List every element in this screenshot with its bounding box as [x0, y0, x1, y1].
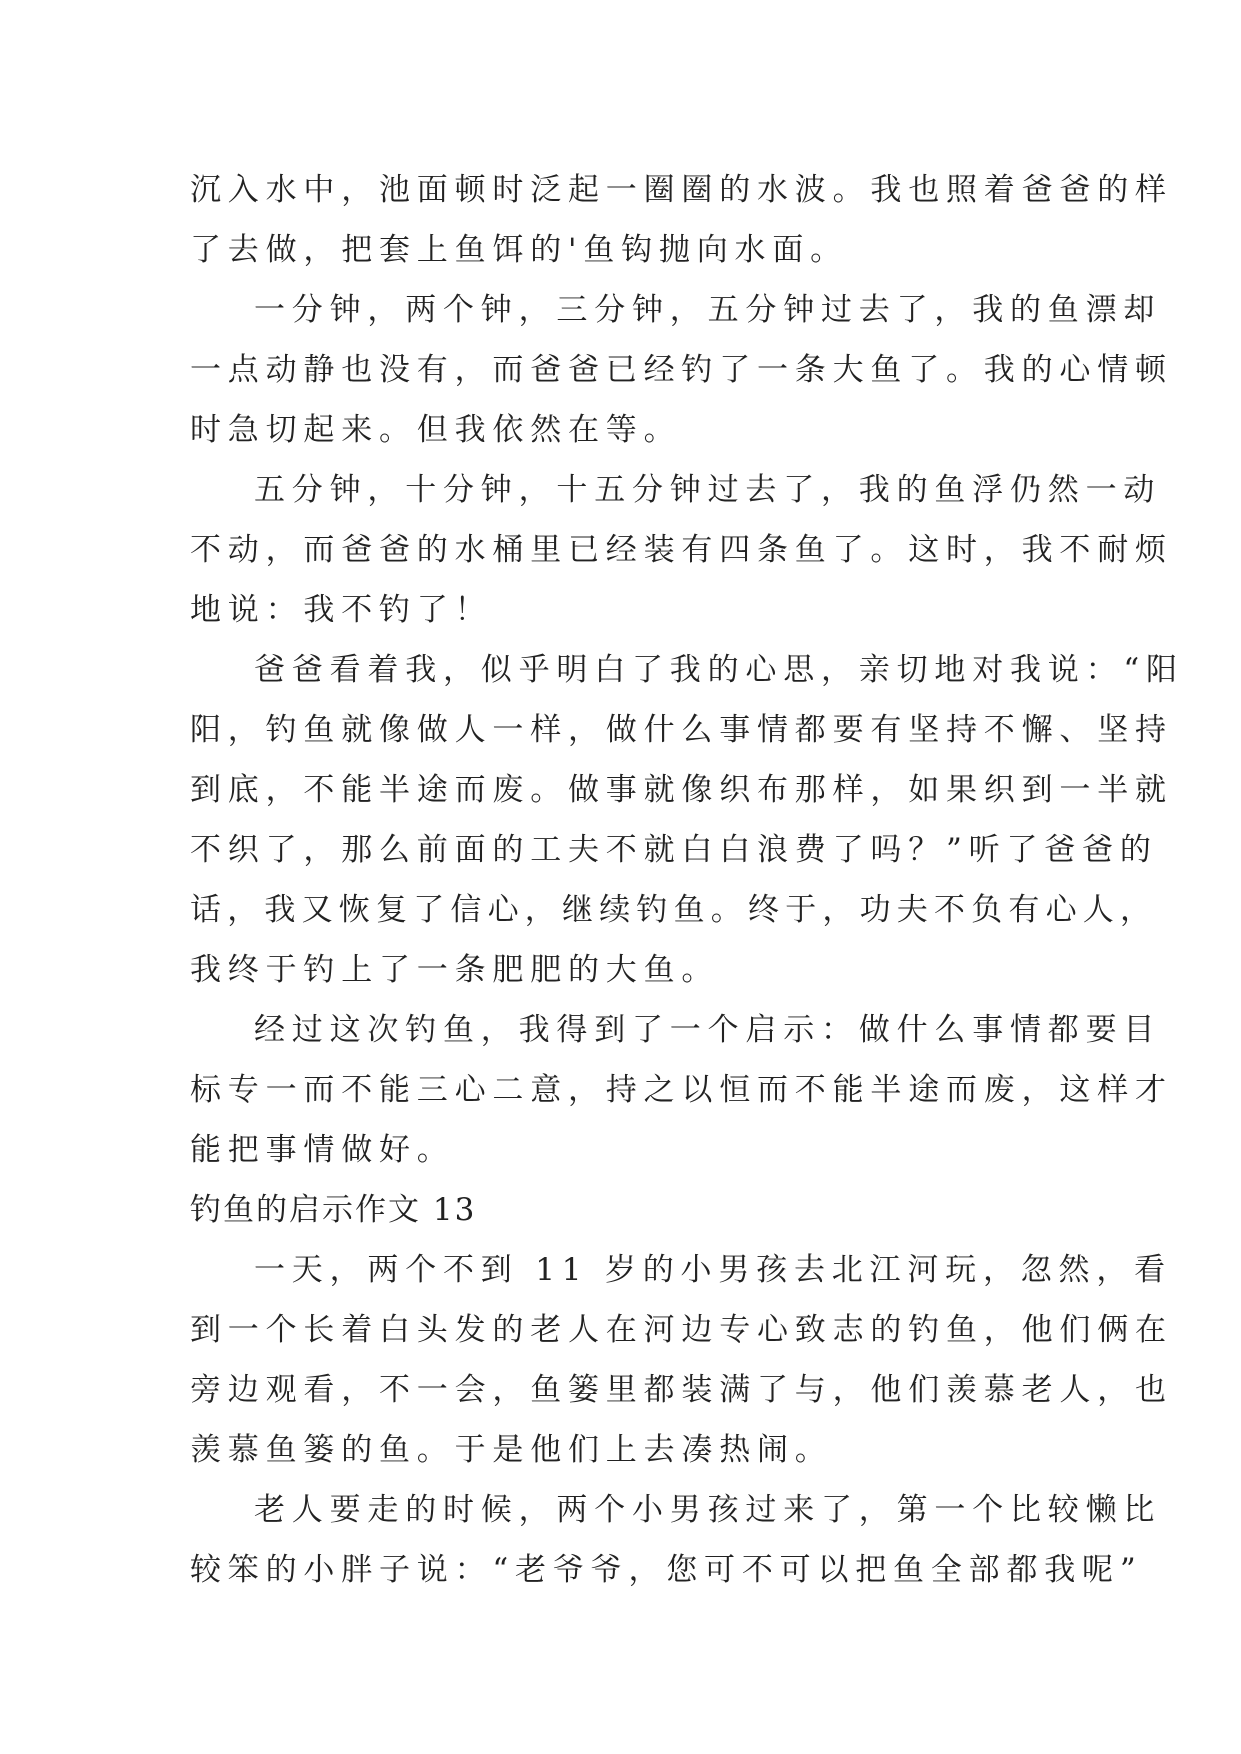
text-line: 经过这次钓鱼，我得到了一个启示：做什么事情都要目 — [254, 1012, 1162, 1048]
text-line: 地说：我不钓了！ — [190, 592, 493, 628]
paragraph — [190, 640, 1184, 1000]
text-line: 羡慕鱼篓的鱼。于是他们上去凑热闹。 — [190, 1432, 833, 1468]
paragraph — [190, 160, 1173, 280]
text-line: 能把事情做好。 — [190, 1132, 455, 1168]
paragraph — [190, 1240, 1173, 1480]
section-heading: 钓鱼的启示作文 13 — [190, 1192, 477, 1228]
paragraph — [190, 460, 1173, 640]
text-line: 沉入水中，池面顿时泛起一圈圈的水波。我也照着爸爸的样 — [190, 172, 1173, 208]
text-line: 五分钟，十分钟，十五分钟过去了，我的鱼浮仍然一动 — [254, 472, 1162, 508]
text-line: 不织了，那么前面的工夫不就白白浪费了吗？”听了爸爸的 — [190, 832, 1158, 868]
text-line: 一天，两个不到 11 岁的小男孩去北江河玩，忽然，看 — [254, 1252, 1172, 1288]
text-line: 不动，而爸爸的水桶里已经装有四条鱼了。这时，我不耐烦 — [190, 532, 1173, 568]
text-line: 爸爸看着我，似乎明白了我的心思，亲切地对我说：“阳 — [254, 652, 1184, 688]
text-line: 一点动静也没有，而爸爸已经钓了一条大鱼了。我的心情顿 — [190, 352, 1173, 388]
text-line: 时急切起来。但我依然在等。 — [190, 412, 682, 448]
text-line: 到底，不能半途而废。做事就像织布那样，如果织到一半就 — [190, 772, 1173, 808]
text-line: 旁边观看，不一会，鱼篓里都装满了与，他们羡慕老人，也 — [190, 1372, 1173, 1408]
paragraph — [190, 1000, 1173, 1180]
text-line: 标专一而不能三心二意，持之以恒而不能半途而废，这样才 — [190, 1072, 1173, 1108]
text-line: 老人要走的时候，两个小男孩过来了，第一个比较懒比 — [254, 1492, 1162, 1528]
body-text — [190, 160, 1184, 1600]
paragraph — [190, 280, 1173, 460]
text-line: 阳，钓鱼就像做人一样，做什么事情都要有坚持不懈、坚持 — [190, 712, 1173, 748]
text-line: 了去做，把套上鱼饵的'鱼钩抛向水面。 — [190, 232, 848, 268]
text-line: 话，我又恢复了信心，继续钓鱼。终于，功夫不负有心人， — [190, 892, 1158, 928]
section-heading-block — [190, 1180, 1052, 1240]
text-line: 一分钟，两个钟，三分钟，五分钟过去了，我的鱼漂却 — [254, 292, 1162, 328]
text-line: 较笨的小胖子说：“老爷爷，您可不可以把鱼全部都我呢” — [190, 1552, 1143, 1588]
text-line: 我终于钓上了一条肥肥的大鱼。 — [190, 952, 720, 988]
paragraph — [190, 1480, 1162, 1600]
text-line: 到一个长着白头发的老人在河边专心致志的钓鱼，他们俩在 — [190, 1312, 1173, 1348]
